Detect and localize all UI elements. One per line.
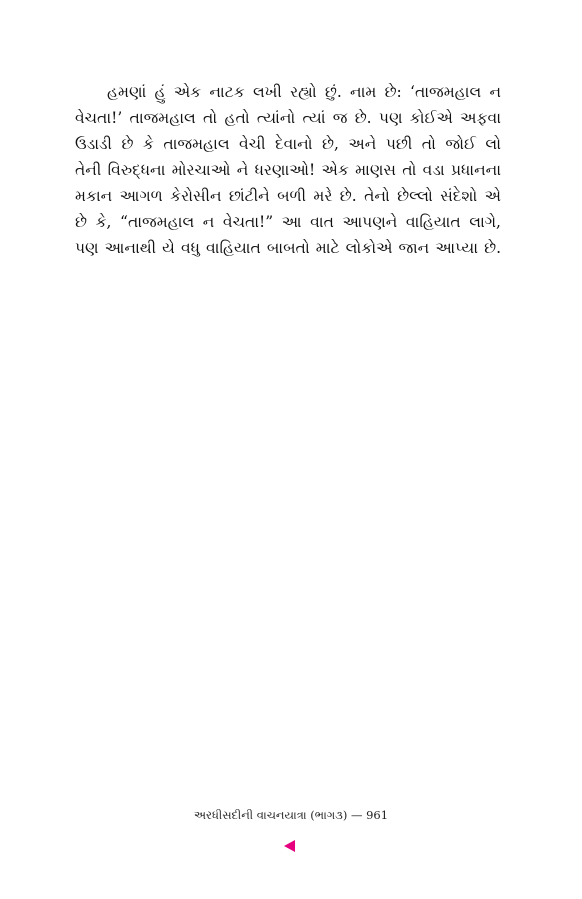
paragraph-line: તેની વિરુદ્ધના મોરચાઓ ને ધરણાઓ! એક માણસ તો વડા પ્રધાનના [75,161,501,179]
paragraph-line: મકાન આગળ કેરોસીન છાંટીને બળી મરે છે. તેનો છેલ્લો સંદેશો એ [75,187,501,205]
paragraph-line: ઉડાડી છે કે તાજમહાલ વેચી દેવાનો છે, અને પછી તો જોઈ લો [75,135,501,153]
paragraph-line: વેચતા!’ તાજમહાલ તો હતો ત્યાંનો ત્યાં જ છે. પણ કોઈએ અફવા [75,109,501,127]
page-footer: અરધીસદીની વાચનયાત્રા (ભાગ૩) — 961 [193,808,389,822]
previous-page-icon[interactable] [284,840,295,852]
paragraph-line: હમણાં હું એક નાટક લખી રહ્યો છું. નામ છે: ‘તાજમહાલ ન [107,83,501,101]
body-paragraph [75,79,501,261]
paragraph-line: છે કે, “તાજમહાલ ન વેચતા!” આ વાત આપણને વાહિયાત લાગે, [75,213,501,231]
paragraph-line: પણ આનાથી યે વધુ વાહિયાત બાબતો માટે લોકોએ જાન આપ્યા છે. [75,239,501,257]
